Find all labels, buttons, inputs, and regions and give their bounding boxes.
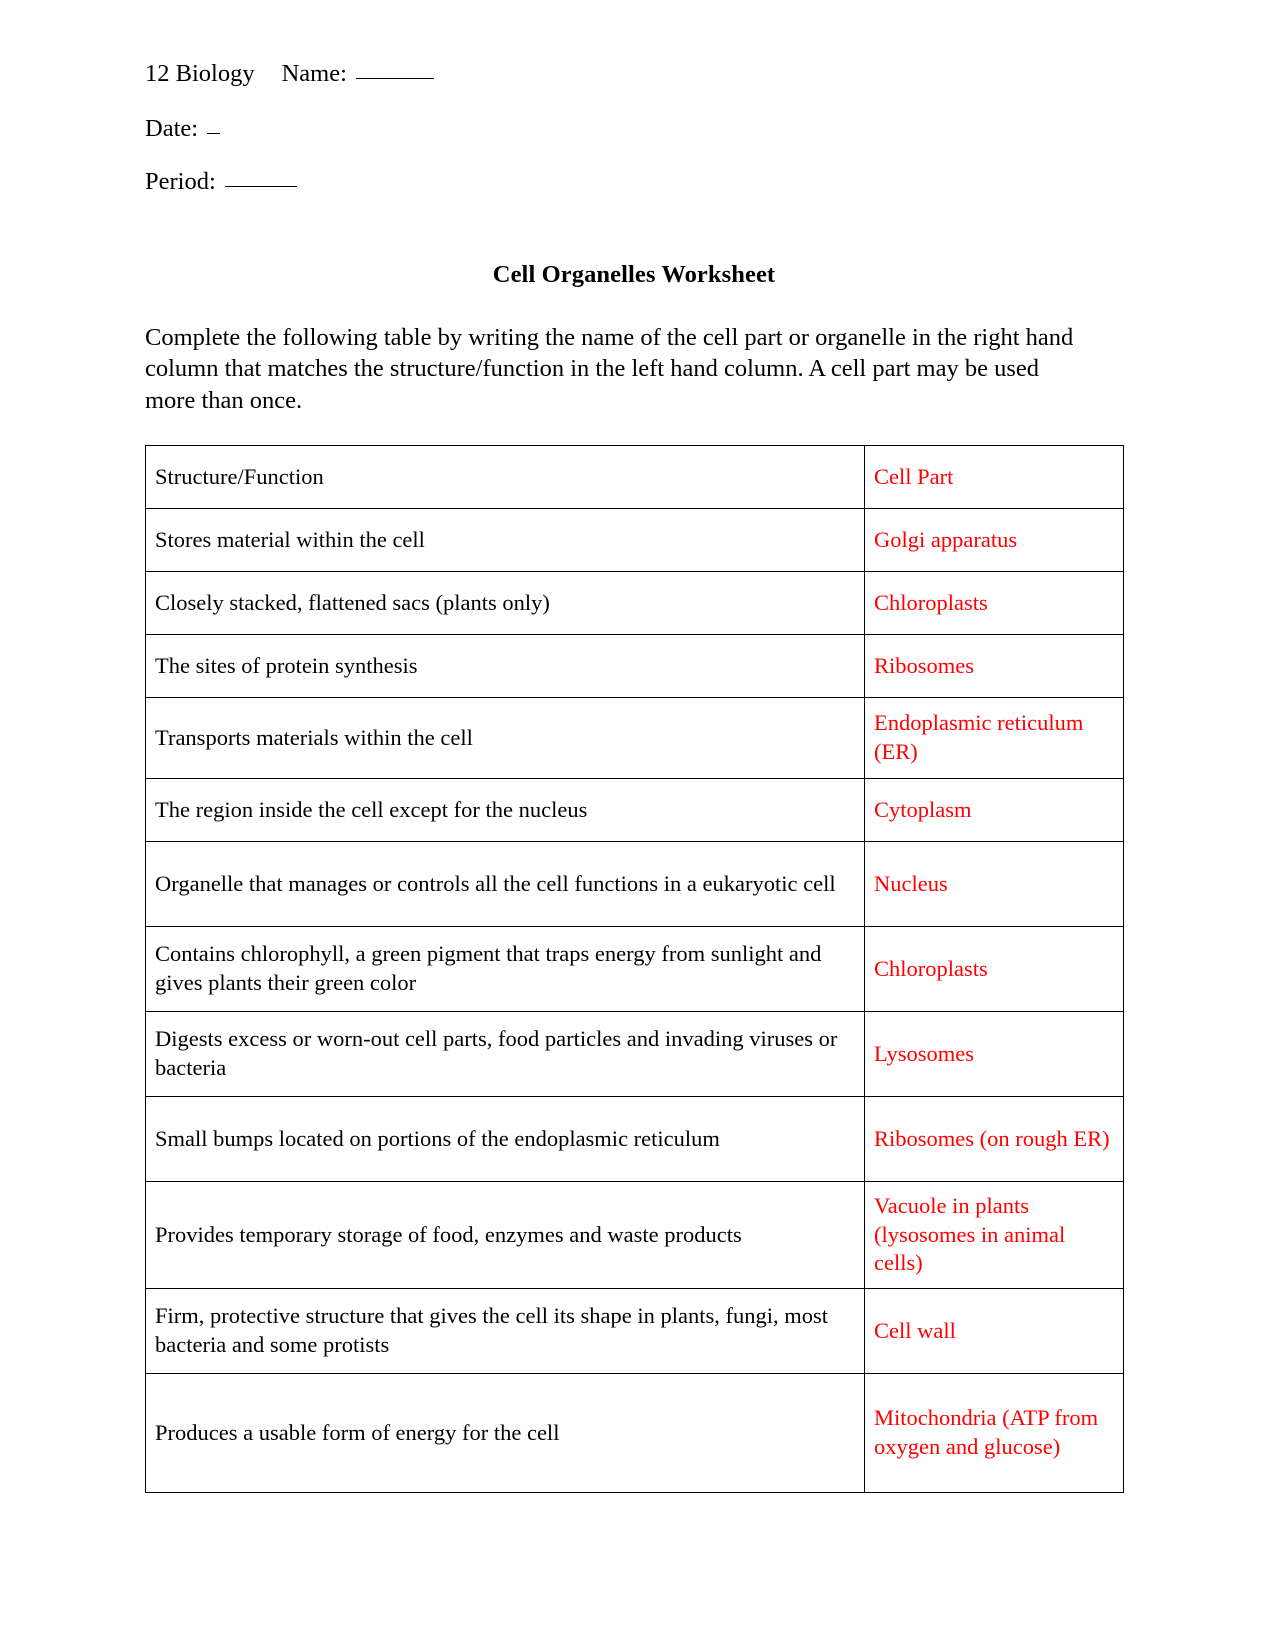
page-content xyxy=(145,62,1123,1493)
page-title: Cell Organelles Worksheet xyxy=(492,260,776,288)
table-row xyxy=(146,509,1124,572)
column-header-structure: Structure/Function xyxy=(146,446,865,509)
table-row xyxy=(146,927,1124,1012)
name-label: Name: xyxy=(281,60,347,87)
table-row xyxy=(146,635,1124,698)
name-input-blank[interactable] xyxy=(356,78,434,79)
cell-part-answer[interactable]: Chloroplasts xyxy=(865,927,1124,1012)
table-row xyxy=(146,1097,1124,1182)
cell-part-answer[interactable]: Ribosomes (on rough ER) xyxy=(865,1097,1124,1182)
table-row xyxy=(146,1182,1124,1289)
period-label: Period: xyxy=(145,168,216,195)
structure-cell: The sites of protein synthesis xyxy=(146,635,865,698)
structure-cell: Produces a usable form of energy for the cell xyxy=(146,1374,865,1493)
cell-part-answer[interactable]: Cell wall xyxy=(865,1289,1124,1374)
period-input-blank[interactable] xyxy=(225,186,297,187)
date-label: Date: xyxy=(145,114,199,142)
cell-part-answer[interactable]: Vacuole in plants (lysosomes in animal cells) xyxy=(865,1182,1124,1289)
header-date-line xyxy=(145,114,1123,142)
structure-cell: Small bumps located on portions of the endoplasmic reticulum xyxy=(146,1097,865,1182)
cell-part-answer[interactable]: Endoplasmic reticulum (ER) xyxy=(865,698,1124,779)
course-label: 12 Biology xyxy=(145,60,255,87)
cell-part-answer[interactable]: Nucleus xyxy=(865,842,1124,927)
table-row xyxy=(146,572,1124,635)
cell-part-answer[interactable]: Mitochondria (ATP from oxygen and glucose) xyxy=(865,1374,1124,1493)
table-row xyxy=(146,842,1124,927)
table-row xyxy=(146,779,1124,842)
table-row xyxy=(146,698,1124,779)
cell-part-answer[interactable]: Lysosomes xyxy=(865,1012,1124,1097)
structure-cell: Contains chlorophyll, a green pigment that traps energy from sunlight and gives plants their green color xyxy=(146,927,865,1012)
structure-cell: Provides temporary storage of food, enzymes and waste products xyxy=(146,1182,865,1289)
structure-cell: Transports materials within the cell xyxy=(146,698,865,779)
structure-cell: Organelle that manages or controls all the cell functions in a eukaryotic cell xyxy=(146,842,865,927)
cell-part-answer[interactable]: Chloroplasts xyxy=(865,572,1124,635)
structure-cell: Stores material within the cell xyxy=(146,509,865,572)
cell-part-answer[interactable]: Golgi apparatus xyxy=(865,509,1124,572)
cell-organelles-table xyxy=(145,445,1124,1493)
table-row xyxy=(146,1289,1124,1374)
instructions-paragraph: Complete the following table by writing the name of the cell part or organelle in the right hand column that matches the structure/function in the left hand column. A cell part may be used more than once. xyxy=(145,323,1074,415)
table-row xyxy=(146,1374,1124,1493)
table-row xyxy=(146,1012,1124,1097)
header-course-name-line xyxy=(145,62,1123,87)
table-header-row xyxy=(146,446,1124,509)
structure-cell: Firm, protective structure that gives the cell its shape in plants, fungi, most bacteria and some protists xyxy=(146,1289,865,1374)
structure-cell: Digests excess or worn-out cell parts, food particles and invading viruses or bacteria xyxy=(146,1012,865,1097)
date-input-blank[interactable] xyxy=(207,133,220,134)
structure-cell: The region inside the cell except for the nucleus xyxy=(146,779,865,842)
column-header-cellpart: Cell Part xyxy=(865,446,1124,509)
header-period-line xyxy=(145,170,1123,195)
cell-part-answer[interactable]: Ribosomes xyxy=(865,635,1124,698)
structure-cell: Closely stacked, flattened sacs (plants only) xyxy=(146,572,865,635)
cell-part-answer[interactable]: Cytoplasm xyxy=(865,779,1124,842)
